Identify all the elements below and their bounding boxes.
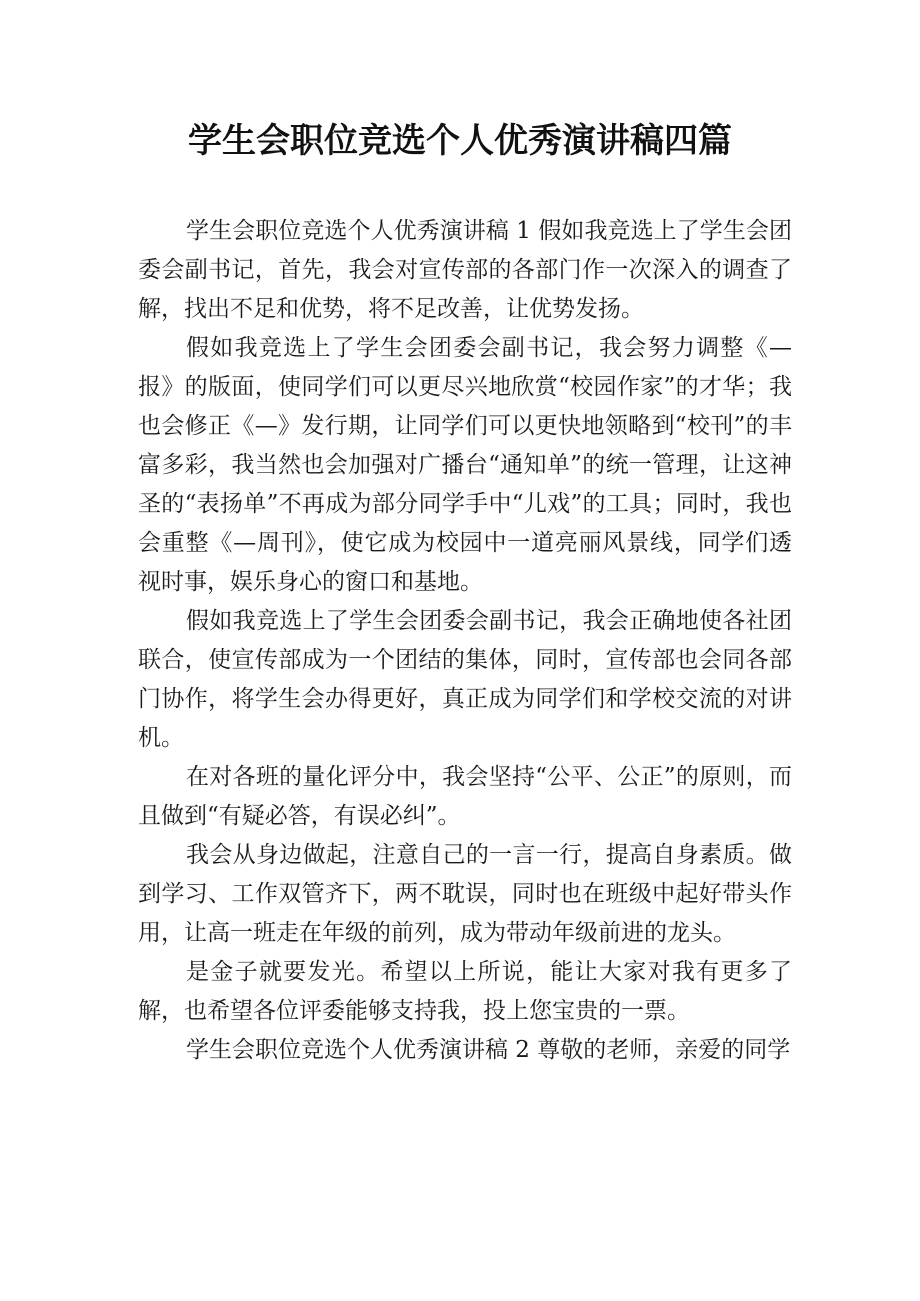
paragraph-3: 假如我竞选上了学生会团委会副书记，我会正确地使各社团联合，使宣传部成为一个团结的集体，同时，宣传部也会同各部门协作，将学生会办得更好，真正成为同学们和学校交流的对讲机。: [138, 608, 792, 751]
document-title: 学生会职位竞选个人优秀演讲稿四篇: [188, 121, 732, 161]
paragraph-4: 在对各班的量化评分中，我会坚持“公平、公正”的原则，而且做到“有疑必答，有误必纠”。: [138, 764, 792, 829]
document-body: [138, 212, 792, 1070]
paragraph-1: 学生会职位竞选个人优秀演讲稿 1 假如我竞选上了学生会团委会副书记，首先，我会对宣传部的各部门作一次深入的调查了解，找出不足和优势，将不足改善，让优势发扬。: [138, 218, 792, 322]
paragraph-5: 我会从身边做起，注意自己的一言一行，提高自身素质。做到学习、工作双管齐下，两不耽误，同时也在班级中起好带头作用，让高一班走在年级的前列，成为带动年级前进的龙头。: [138, 842, 792, 946]
paragraph-6: 是金子就要发光。希望以上所说，能让大家对我有更多了解，也希望各位评委能够支持我，投上您宝贵的一票。: [138, 959, 792, 1024]
paragraph-2: 假如我竞选上了学生会团委会副书记，我会努力调整《—报》的版面，使同学们可以更尽兴地欣赏“校园作家”的才华；我也会修正《—》发行期，让同学们可以更快地领略到“校刊”的丰富多彩，我当然也会加强对广播台“通知单”的统一管理，让这神圣的“表扬单”不再成为部分同学手中“儿戏”的工具；同时，我也会重整《—周刊》，使它成为校园中一道亮丽风景线，同学们透视时事，娱乐身心的窗口和基地。: [138, 335, 792, 595]
paragraph-7: 学生会职位竞选个人优秀演讲稿 2 尊敬的老师，亲爱的同学: [186, 1037, 791, 1063]
